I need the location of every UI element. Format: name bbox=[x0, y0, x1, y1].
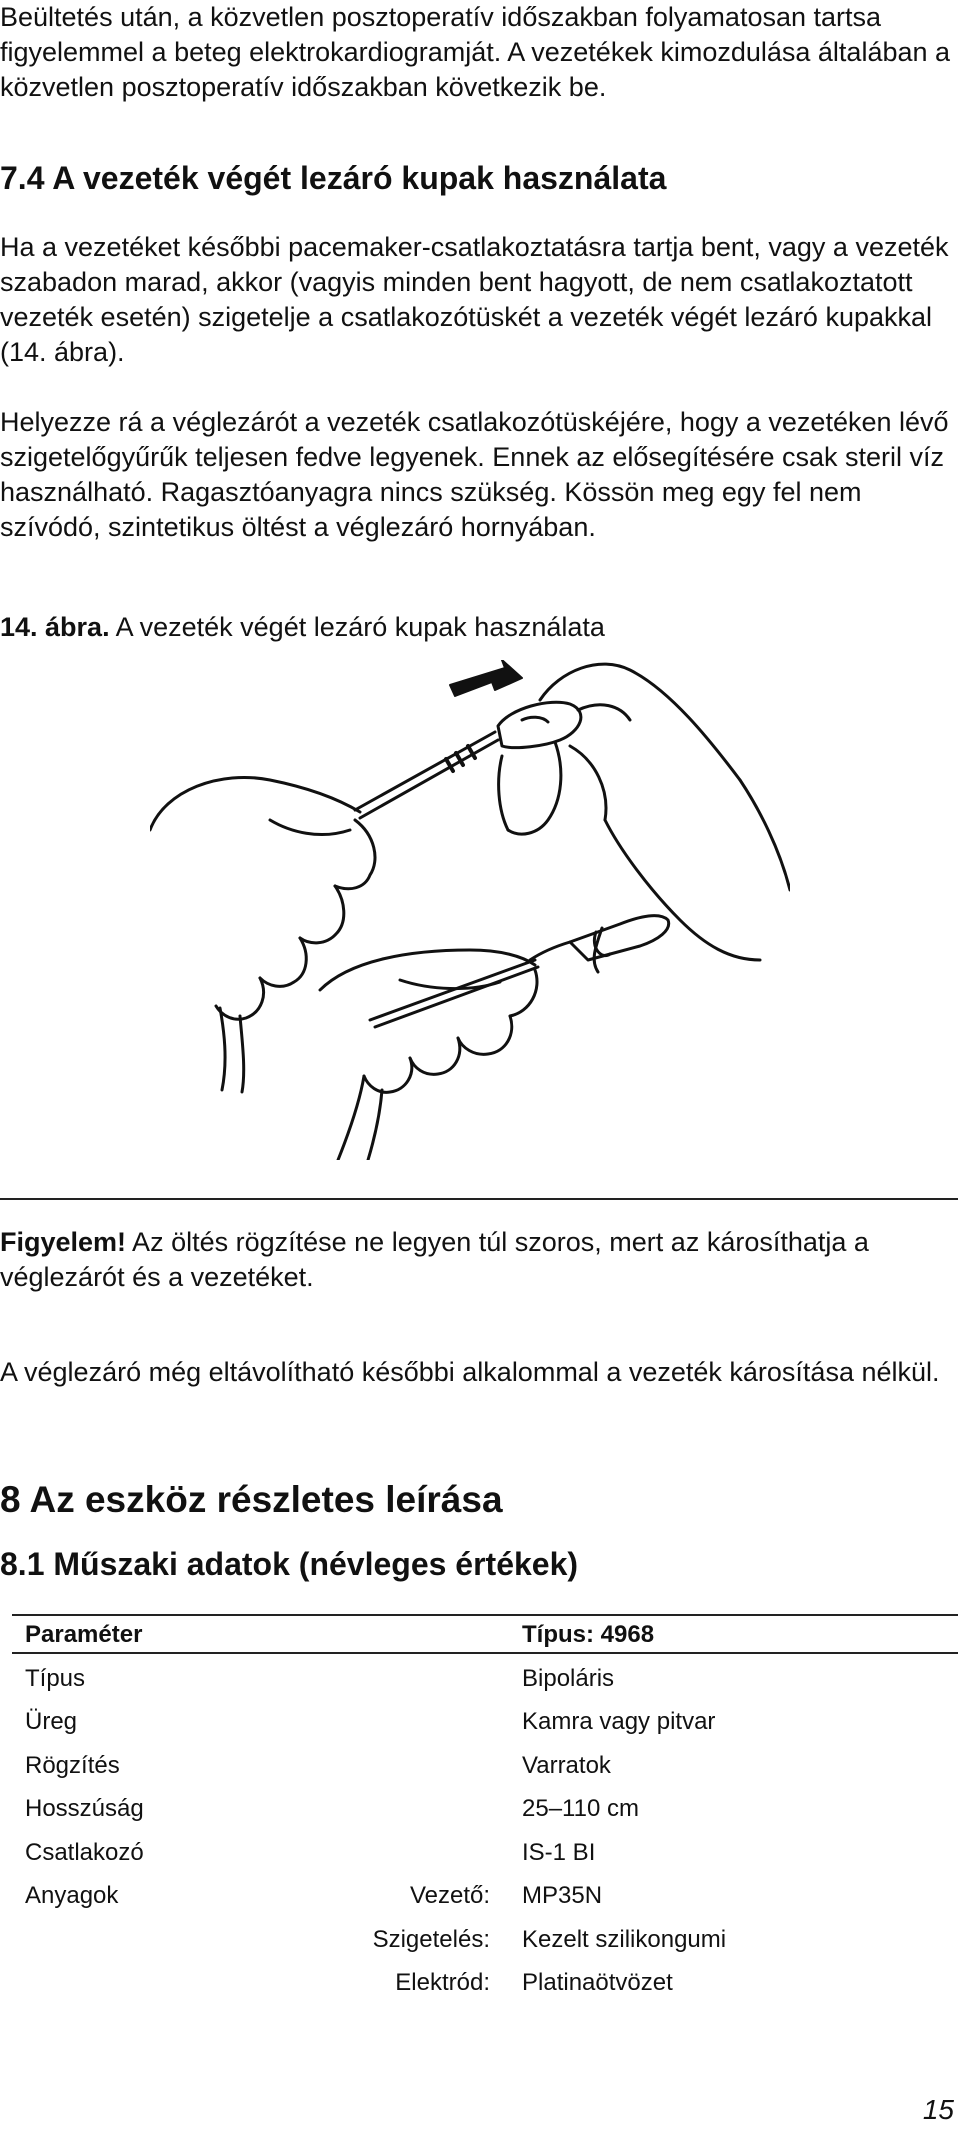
table-cell-value: Kezelt szilikongumi bbox=[522, 1926, 727, 1953]
table-cell-param: Rögzítés bbox=[25, 1752, 120, 1779]
table-top-rule bbox=[12, 1614, 958, 1616]
section-7-4-paragraph-2: Helyezze rá a véglezárót a vezeték csatlakozótüskéjére, hogy a vezetéken lévő szigetelőgyűrűk teljesen fedve legyenek. Ennek az elősegítésére csak steril víz használható. Ragasztóanyagra nincs szükség. Kössön meg egy fel nem szívódó, szintetikus öltést a véglezáró hornyában. bbox=[0, 407, 949, 542]
table-cell-value: Kamra vagy pitvar bbox=[522, 1708, 716, 1735]
lead-end-cap-illustration bbox=[150, 660, 790, 1160]
table-cell-param: Típus bbox=[25, 1665, 86, 1692]
warning-label: Figyelem! bbox=[0, 1227, 127, 1257]
page-number: 15 bbox=[922, 2094, 954, 2125]
table-header-type: Típus: 4968 bbox=[522, 1621, 655, 1648]
table-cell-param: Anyagok bbox=[25, 1882, 119, 1909]
intro-paragraph: Beültetés után, a közvetlen posztoperatív időszakban folyamatosan tartsa figyelemmel a beteg elektrokardiogramját. A vezetékek kimozdulása általában a közvetlen posztoperatív időszakban következik be. bbox=[0, 2, 951, 102]
table-cell-param: Hosszúság bbox=[25, 1795, 144, 1822]
table-header-parameter: Paraméter bbox=[25, 1621, 143, 1648]
warning-paragraph bbox=[0, 1225, 958, 1295]
table-cell-value: IS-1 BI bbox=[522, 1839, 596, 1866]
table-cell-value: Platinaötvözet bbox=[522, 1969, 673, 1996]
figure-caption-label: 14. ábra. bbox=[0, 612, 110, 642]
figure-caption-text: A vezeték végét lezáró kupak használata bbox=[109, 612, 605, 642]
table-header-rule bbox=[12, 1652, 958, 1654]
section-8-1-heading: 8.1 Műszaki adatok (névleges értékek) bbox=[0, 1546, 579, 1582]
table-cell-value: Bipoláris bbox=[522, 1665, 615, 1692]
section-7-4-heading: 7.4 A vezeték végét lezáró kupak használata bbox=[0, 160, 667, 196]
table-cell-value: MP35N bbox=[522, 1882, 603, 1909]
section-7-4-paragraph-1: Ha a vezetéket későbbi pacemaker-csatlakoztatásra tartja bent, vagy a vezeték szabadon marad, akkor (vagyis minden bent hagyott, de nem csatlakoztatott vezeték esetén) szigetelje a csatlakozótüskét a vezeték végét lezáró kupakkal (14. ábra). bbox=[0, 232, 949, 367]
arrow-icon bbox=[450, 660, 522, 696]
warning-text: Az öltés rögzítése ne legyen túl szoros, mert az károsíthatja a véglezárót és a vezetéket. bbox=[0, 1227, 869, 1292]
figure-bottom-rule bbox=[0, 1198, 958, 1200]
figure-caption bbox=[0, 610, 958, 645]
table-cell-subparam: Vezető: bbox=[409, 1882, 490, 1909]
table-cell-param: Csatlakozó bbox=[25, 1839, 144, 1866]
section-8-heading: 8 Az eszköz részletes leírása bbox=[0, 1479, 503, 1520]
table-cell-value: 25–110 cm bbox=[522, 1795, 639, 1822]
table-cell-subparam: Szigetelés: bbox=[372, 1926, 490, 1953]
table-cell-value: Varratok bbox=[522, 1752, 611, 1779]
section-7-4-paragraph-3: A véglezáró még eltávolítható későbbi alkalommal a vezeték károsítása nélkül. bbox=[0, 1357, 940, 1387]
table-cell-param: Üreg bbox=[25, 1708, 78, 1735]
table-cell-subparam: Elektród: bbox=[395, 1969, 490, 1996]
